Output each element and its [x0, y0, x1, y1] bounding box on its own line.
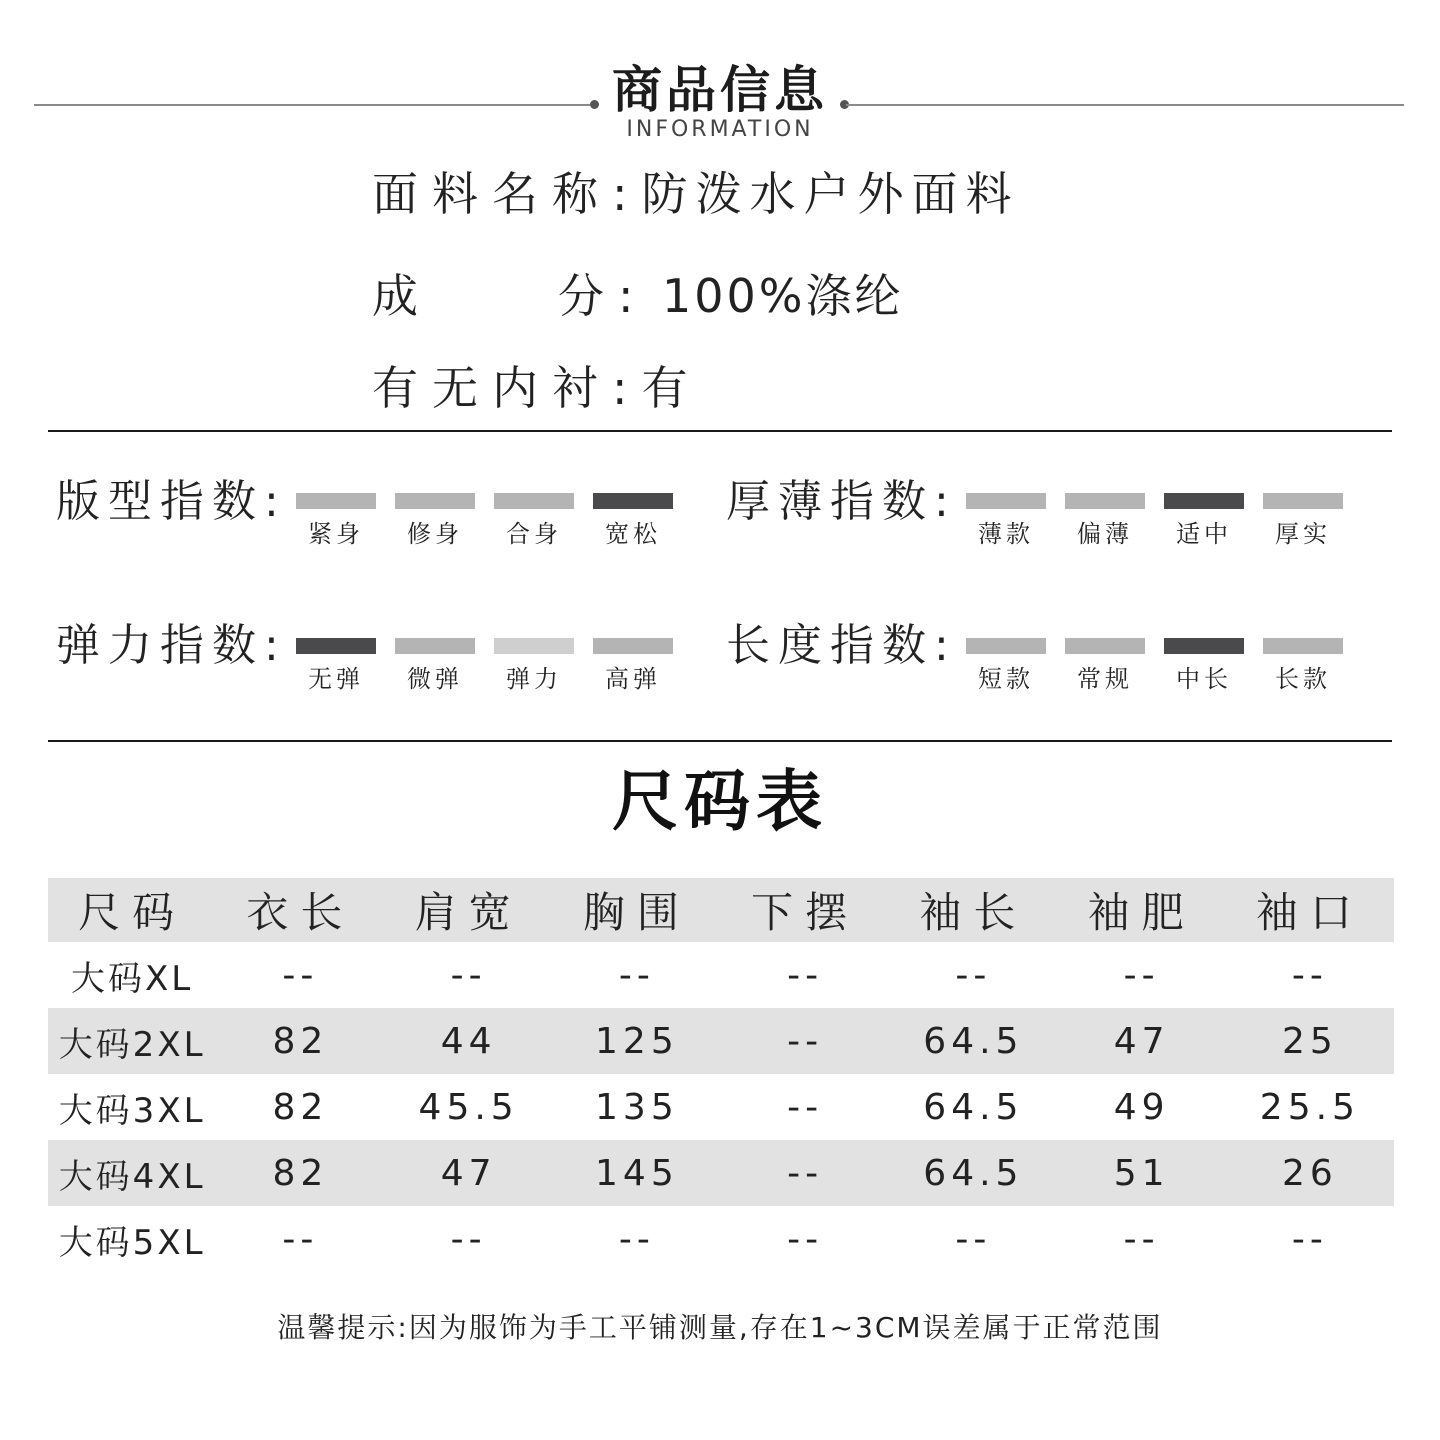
index-label-thickness: 厚薄指数: — [726, 476, 957, 527]
index-bar-thickness-3-selected — [1164, 493, 1244, 509]
index-bar-stretch-3 — [494, 638, 574, 654]
size-chart-table — [48, 878, 1394, 1272]
index-option-length: 长款 — [1275, 665, 1331, 693]
measure-cell: 44 — [385, 1008, 553, 1074]
info-row-composition — [372, 268, 904, 324]
table-row — [48, 1140, 1394, 1206]
index-option-length: 中长 — [1176, 665, 1232, 693]
index-bar-thickness-2 — [1065, 493, 1145, 509]
index-option-length: 短款 — [978, 665, 1034, 693]
index-option-fit: 宽松 — [605, 520, 661, 548]
section-divider — [48, 740, 1392, 742]
index-option-thickness: 偏薄 — [1077, 520, 1133, 548]
info-label: 分: — [558, 269, 648, 323]
index-option-fit: 合身 — [506, 520, 562, 548]
table-header-row — [48, 878, 1394, 942]
measure-cell: 145 — [553, 1140, 721, 1206]
info-label: 成 — [372, 269, 432, 323]
column-header: 尺码 — [48, 878, 216, 942]
measure-cell: -- — [1123, 954, 1160, 996]
index-option-thickness: 厚实 — [1275, 520, 1331, 548]
page-title: 商品信息 — [612, 61, 828, 119]
measure-cell: 64.5 — [889, 1140, 1057, 1206]
section-divider — [48, 430, 1392, 432]
index-option-thickness: 薄款 — [978, 520, 1034, 548]
measure-cell: 64.5 — [889, 1008, 1057, 1074]
index-option-fit: 修身 — [407, 520, 463, 548]
index-bar-thickness-1 — [966, 493, 1046, 509]
measure-cell: -- — [721, 1140, 889, 1206]
index-bar-length-1 — [966, 638, 1046, 654]
measure-cell: 26 — [1226, 1140, 1394, 1206]
table-row — [48, 1074, 1394, 1140]
measure-cell: -- — [787, 1086, 824, 1128]
measure-cell: 25.5 — [1259, 1086, 1360, 1128]
measure-cell: -- — [721, 1008, 889, 1074]
column-header: 胸围 — [553, 878, 721, 942]
measure-cell: -- — [450, 954, 487, 996]
info-value: 有 — [641, 361, 696, 415]
measure-cell: -- — [787, 954, 824, 996]
size-cell: 大码5XL — [58, 1222, 206, 1263]
index-bar-fit-3 — [494, 493, 574, 509]
index-option-stretch: 弹力 — [506, 665, 562, 693]
measure-cell: 49 — [1113, 1086, 1170, 1128]
measure-cell: -- — [282, 954, 319, 996]
table-row — [48, 1206, 1394, 1272]
index-bar-fit-1 — [296, 493, 376, 509]
column-header: 袖肥 — [1058, 878, 1226, 942]
index-bar-stretch-1-selected — [296, 638, 376, 654]
index-bar-fit-2 — [395, 493, 475, 509]
size-cell: 大码3XL — [58, 1090, 206, 1131]
info-value: 防泼水户外面料 — [641, 167, 1020, 221]
measure-cell: 47 — [1058, 1008, 1226, 1074]
index-label-stretch: 弹力指数: — [56, 620, 287, 671]
index-bar-length-2 — [1065, 638, 1145, 654]
measure-cell: -- — [450, 1218, 487, 1260]
measure-cell: 64.5 — [923, 1086, 1024, 1128]
index-option-stretch: 高弹 — [605, 665, 661, 693]
measure-cell: 125 — [553, 1008, 721, 1074]
index-option-length: 常规 — [1077, 665, 1133, 693]
measure-cell: 82 — [272, 1086, 329, 1128]
index-bar-stretch-2 — [395, 638, 475, 654]
page-subtitle: INFORMATION — [626, 117, 814, 142]
index-option-fit: 紧身 — [308, 520, 364, 548]
info-value: 100%涤纶 — [662, 269, 904, 323]
table-row — [48, 942, 1394, 1008]
index-label-length: 长度指数: — [726, 620, 957, 671]
index-bar-length-4 — [1263, 638, 1343, 654]
index-bar-stretch-4 — [593, 638, 673, 654]
measure-cell: 45.5 — [418, 1086, 519, 1128]
column-header: 下摆 — [721, 878, 889, 942]
measure-cell: -- — [1123, 1218, 1160, 1260]
column-header: 袖长 — [889, 878, 1057, 942]
index-option-stretch: 微弹 — [407, 665, 463, 693]
index-bar-length-3-selected — [1164, 638, 1244, 654]
size-cell: 大码2XL — [48, 1008, 216, 1074]
measure-cell: -- — [282, 1218, 319, 1260]
measure-cell: 82 — [216, 1008, 384, 1074]
measure-cell: 82 — [216, 1140, 384, 1206]
column-header: 肩宽 — [385, 878, 553, 942]
info-row-lining — [372, 360, 696, 416]
measure-cell: 135 — [595, 1086, 679, 1128]
info-row-fabric — [372, 166, 1020, 222]
measure-cell: 47 — [385, 1140, 553, 1206]
measure-cell: 25 — [1226, 1008, 1394, 1074]
size-cell: 大码XL — [71, 958, 194, 999]
table-row — [48, 1008, 1394, 1074]
measure-cell: 51 — [1058, 1140, 1226, 1206]
index-bar-thickness-4 — [1263, 493, 1343, 509]
measure-cell: -- — [618, 1218, 655, 1260]
index-option-stretch: 无弹 — [308, 665, 364, 693]
measure-cell: -- — [618, 954, 655, 996]
index-bar-fit-4-selected — [593, 493, 673, 509]
column-header: 袖口 — [1226, 878, 1394, 942]
measure-cell: -- — [955, 1218, 992, 1260]
size-cell: 大码4XL — [48, 1140, 216, 1206]
measurement-tip: 温馨提示:因为服饰为手工平铺测量,存在1~3CM误差属于正常范围 — [277, 1311, 1163, 1344]
info-label: 有无内衬: — [372, 361, 642, 415]
column-header: 衣长 — [216, 878, 384, 942]
info-label: 面料名称: — [372, 167, 642, 221]
measure-cell: -- — [1291, 1218, 1328, 1260]
measure-cell: -- — [955, 954, 992, 996]
measure-cell: -- — [1291, 954, 1328, 996]
measure-cell: -- — [787, 1218, 824, 1260]
size-chart-title: 尺码表 — [612, 763, 828, 840]
index-label-fit: 版型指数: — [56, 476, 287, 527]
index-option-thickness: 适中 — [1176, 520, 1232, 548]
